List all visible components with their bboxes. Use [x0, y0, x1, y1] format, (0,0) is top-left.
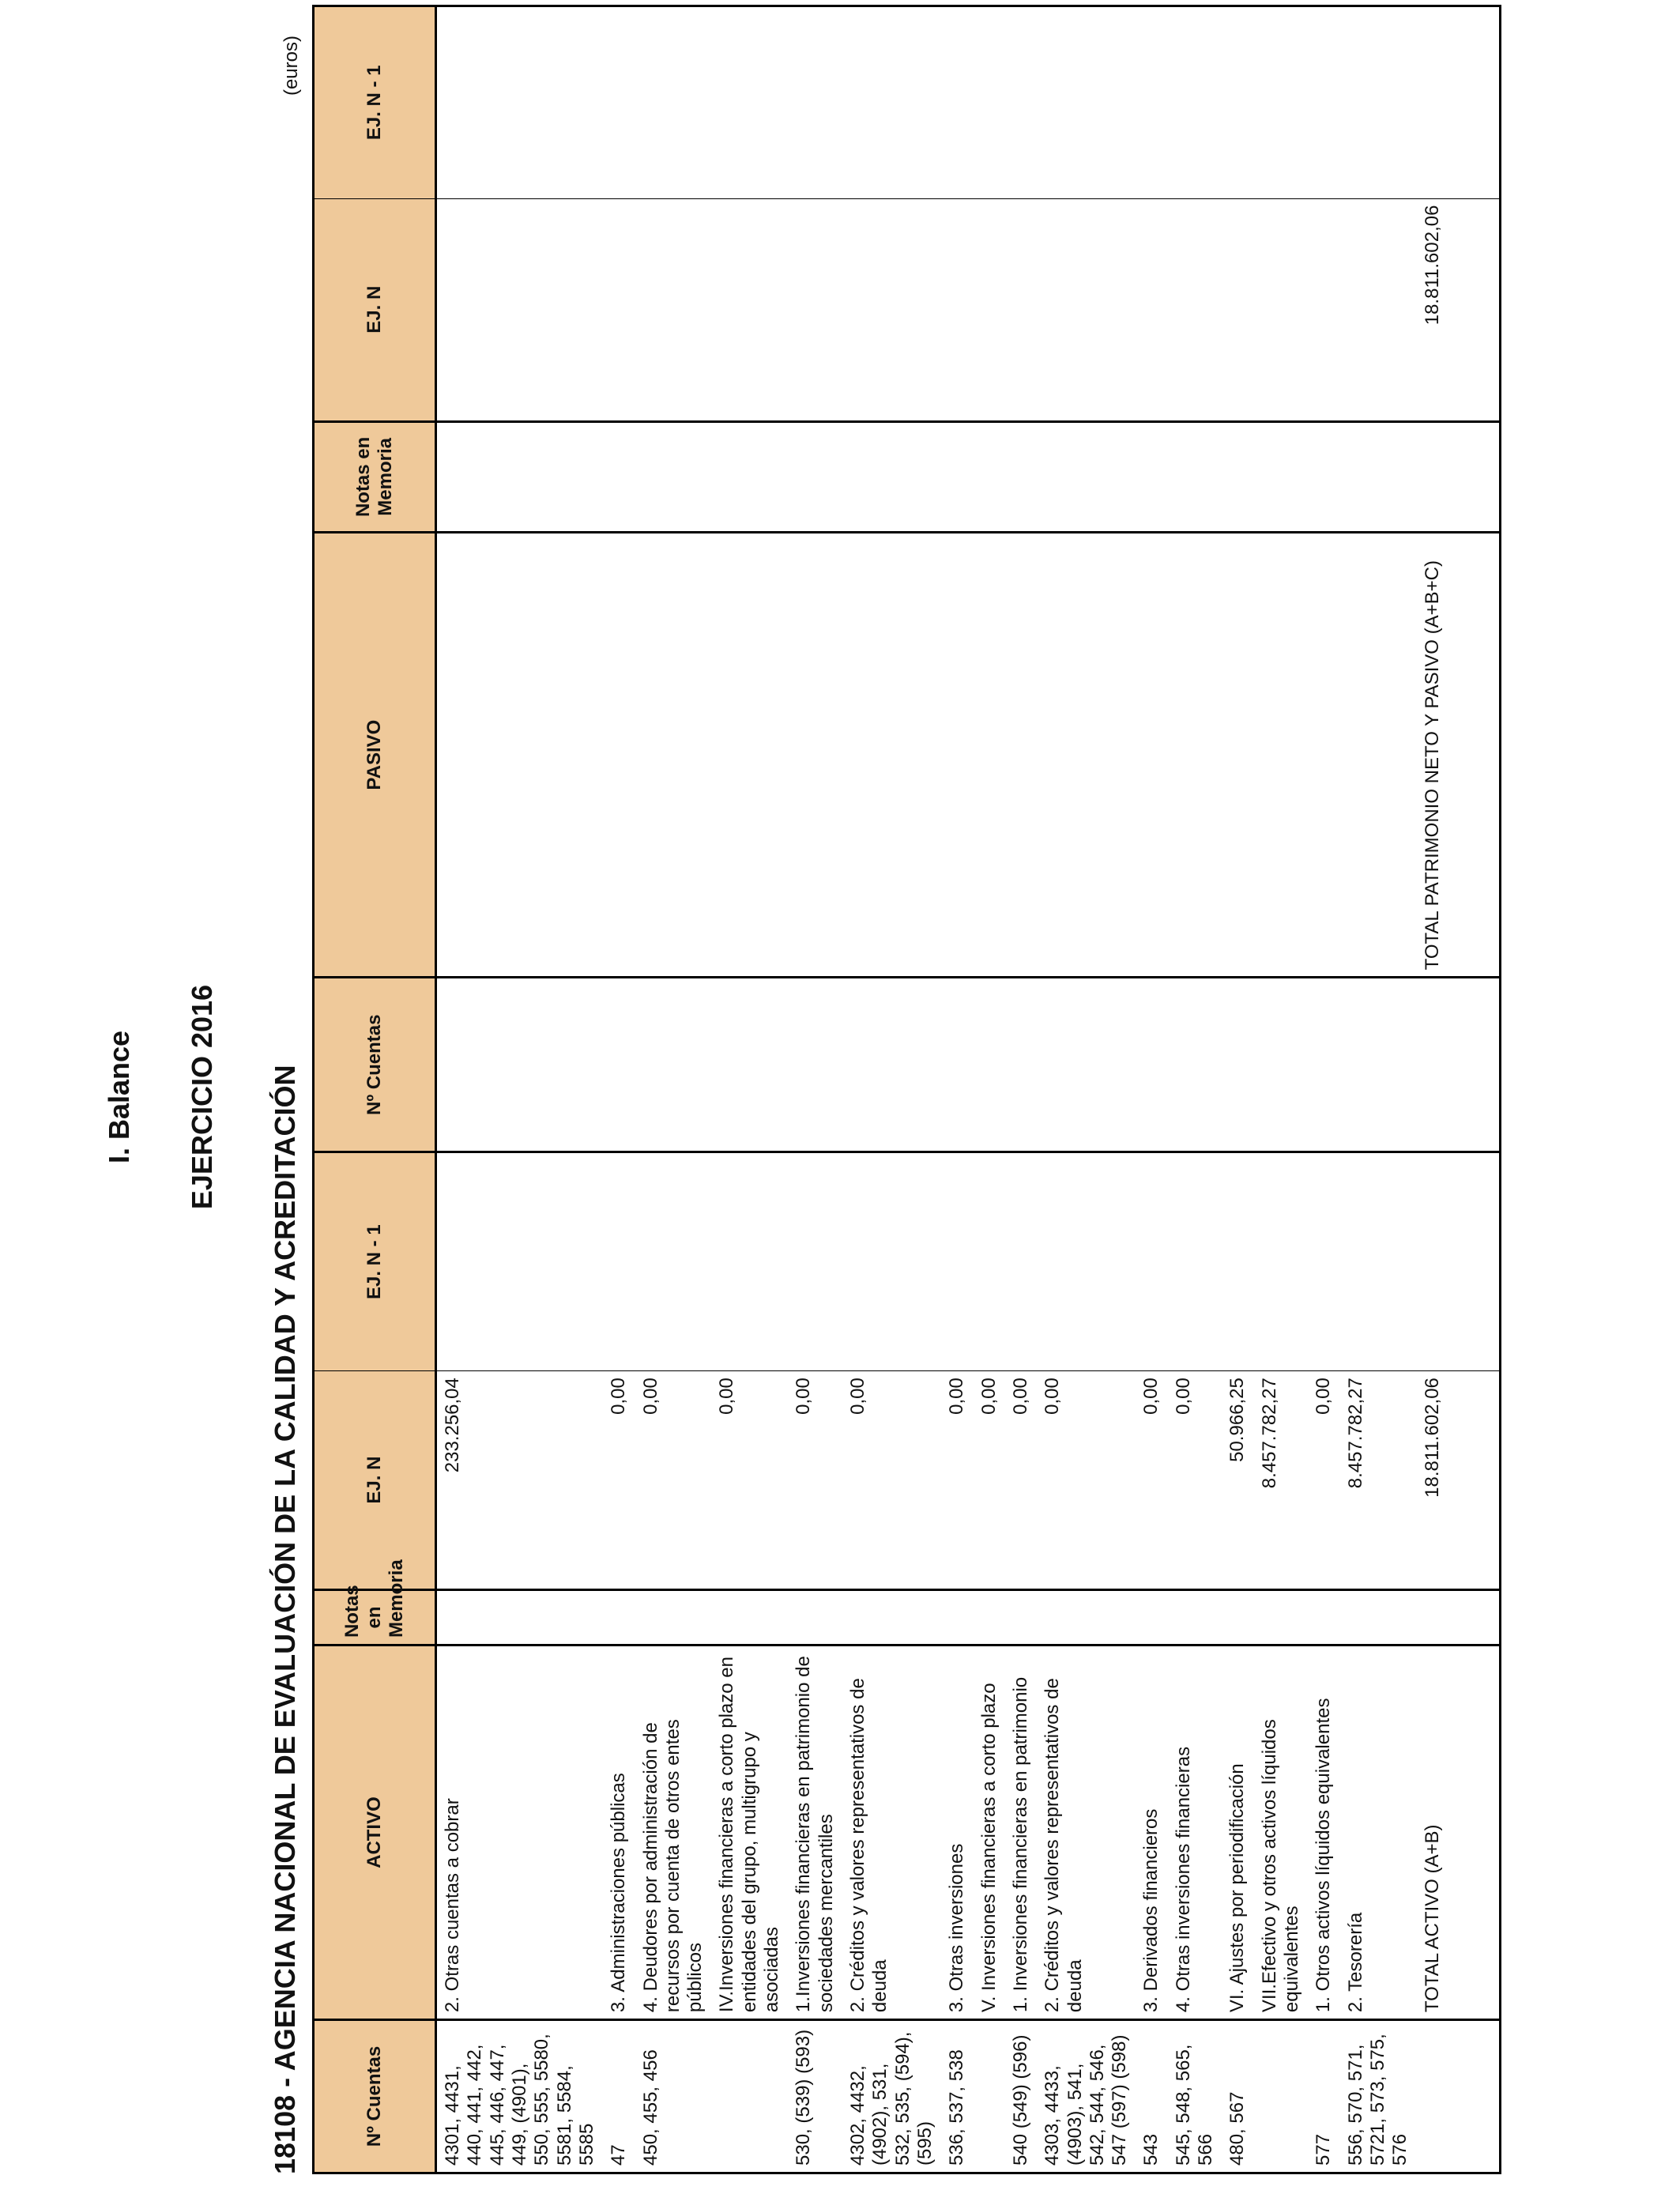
exercise-title: EJERCICIO 2016 [186, 984, 218, 1210]
row-activo-label: 1.Inversiones financieras en patrimonio de sociedades mercantiles [788, 1646, 842, 2020]
row-cuentas-pasivo [1222, 978, 1253, 1152]
table-row [1005, 6, 1037, 2173]
total-cuentas-cell [1417, 2020, 1501, 2173]
row-ej-n-pasivo [1254, 198, 1309, 421]
row-pasivo-label [603, 532, 635, 977]
row-ej-n: 0,00 [635, 1371, 712, 1590]
row-cuentas-pasivo [1005, 978, 1037, 1152]
row-activo-label: 1. Otros activos líquidos equivalentes [1308, 1646, 1339, 2020]
row-ej-n-pasivo [436, 198, 604, 421]
row-notas-pasivo [842, 421, 941, 532]
row-cuentas [974, 2020, 1005, 2173]
row-notas-pasivo [941, 421, 973, 532]
row-ej-n-pasivo [941, 198, 973, 421]
row-notas-pasivo [1222, 421, 1253, 532]
total-activo-n: 18.811.602,06 [1417, 1371, 1501, 1590]
row-notas [842, 1590, 941, 1646]
row-ej-n1-pasivo [711, 6, 788, 199]
row-pasivo-label [1340, 532, 1417, 977]
row-cuentas: 545, 548, 565, 566 [1168, 2020, 1222, 2173]
row-ej-n: 0,00 [1005, 1371, 1037, 1590]
header-row [314, 6, 436, 2173]
header-cuentas-pasivo: Nº Cuentas [314, 978, 436, 1152]
row-ej-n1 [711, 1152, 788, 1371]
row-activo-label: 1. Inversiones financieras en patrimonio [1005, 1646, 1037, 2020]
row-cuentas: 4303, 4433, (4903), 541, 542, 544, 546, 547 (597) (598) [1037, 2020, 1136, 2173]
table-row [436, 6, 604, 2173]
header-notas-pasivo: Notas en Memoria [314, 421, 436, 532]
row-ej-n1-pasivo [1037, 6, 1136, 199]
total-notas-pasivo-cell [1417, 421, 1501, 532]
row-ej-n1-pasivo [1005, 6, 1037, 199]
row-notas [788, 1590, 842, 1646]
row-ej-n1-pasivo [603, 6, 635, 199]
table-row [1037, 6, 1136, 2173]
row-notas-pasivo [635, 421, 712, 532]
row-ej-n-pasivo [603, 198, 635, 421]
row-cuentas: 536, 537, 538 [941, 2020, 973, 2173]
row-cuentas: 480, 567 [1222, 2020, 1253, 2173]
row-ej-n: 0,00 [1168, 1371, 1222, 1590]
row-ej-n-pasivo [1340, 198, 1417, 421]
table-row [1340, 6, 1417, 2173]
row-ej-n1 [842, 1152, 941, 1371]
row-cuentas: 577 [1308, 2020, 1339, 2173]
row-pasivo-label [941, 532, 973, 977]
row-ej-n1 [1168, 1152, 1222, 1371]
row-notas-pasivo [603, 421, 635, 532]
row-pasivo-label [1136, 532, 1167, 977]
row-activo-label: 2. Otras cuentas a cobrar [436, 1646, 604, 2020]
row-ej-n-pasivo [1222, 198, 1253, 421]
row-ej-n1 [1254, 1152, 1309, 1371]
row-ej-n1-pasivo [1168, 6, 1222, 199]
row-ej-n1 [1308, 1152, 1339, 1371]
row-cuentas: 543 [1136, 2020, 1167, 2173]
total-activo-label: TOTAL ACTIVO (A+B) [1417, 1646, 1501, 2020]
row-cuentas: 556, 570, 571, 5721, 573, 575, 576 [1340, 2020, 1417, 2173]
row-ej-n1 [1136, 1152, 1167, 1371]
row-pasivo-label [1222, 532, 1253, 977]
row-ej-n: 0,00 [1037, 1371, 1136, 1590]
row-cuentas [1254, 2020, 1309, 2173]
row-ej-n: 0,00 [842, 1371, 941, 1590]
entity-title: 18108 - AGENCIA NACIONAL DE EVALUACIÓN DE LA CALIDAD Y ACREDITACIÓN [269, 1065, 301, 2174]
row-ej-n: 0,00 [788, 1371, 842, 1590]
total-pasivo-n1 [1417, 6, 1501, 199]
row-ej-n1-pasivo [1254, 6, 1309, 199]
row-ej-n: 0,00 [603, 1371, 635, 1590]
row-cuentas-pasivo [711, 978, 788, 1152]
header-ej-n1-pasivo: EJ. N - 1 [314, 6, 436, 199]
row-notas [1168, 1590, 1222, 1646]
row-notas-pasivo [1005, 421, 1037, 532]
row-cuentas-pasivo [1340, 978, 1417, 1152]
table-row [1168, 6, 1222, 2173]
row-ej-n: 0,00 [1136, 1371, 1167, 1590]
row-cuentas-pasivo [1168, 978, 1222, 1152]
row-ej-n1-pasivo [1308, 6, 1339, 199]
row-cuentas-pasivo [1254, 978, 1309, 1152]
row-cuentas: 530, (539) (593) [788, 2020, 842, 2173]
row-notas-pasivo [1254, 421, 1309, 532]
row-ej-n-pasivo [1168, 198, 1222, 421]
row-notas-pasivo [436, 421, 604, 532]
row-activo-label: 3. Otras inversiones [941, 1646, 973, 2020]
row-ej-n-pasivo [1005, 198, 1037, 421]
total-cuentas-pasivo-cell [1417, 978, 1501, 1152]
row-cuentas [711, 2020, 788, 2173]
table-row [635, 6, 712, 2173]
row-ej-n-pasivo [635, 198, 712, 421]
row-ej-n1 [974, 1152, 1005, 1371]
row-cuentas-pasivo [842, 978, 941, 1152]
table-row [941, 6, 973, 2173]
row-activo-label: 4. Deudores por administración de recursos por cuenta de otros entes públicos [635, 1646, 712, 2020]
header-ej-n1: EJ. N - 1 [314, 1152, 436, 1371]
header-pasivo: PASIVO [314, 532, 436, 977]
row-activo-label: IV.Inversiones financieras a corto plazo en entidades del grupo, multigrupo y asociadas [711, 1646, 788, 2020]
row-cuentas: 47 [603, 2020, 635, 2173]
row-ej-n: 233.256,04 [436, 1371, 604, 1590]
row-notas-pasivo [1136, 421, 1167, 532]
row-ej-n1 [788, 1152, 842, 1371]
row-cuentas: 450, 455, 456 [635, 2020, 712, 2173]
row-ej-n: 0,00 [941, 1371, 973, 1590]
row-notas-pasivo [974, 421, 1005, 532]
table-row [788, 6, 842, 2173]
row-notas [974, 1590, 1005, 1646]
balance-table [312, 5, 1501, 2174]
row-ej-n-pasivo [788, 198, 842, 421]
row-notas-pasivo [1340, 421, 1417, 532]
row-notas-pasivo [711, 421, 788, 532]
row-cuentas-pasivo [436, 978, 604, 1152]
row-ej-n1 [1005, 1152, 1037, 1371]
row-cuentas-pasivo [1136, 978, 1167, 1152]
row-ej-n: 0,00 [1308, 1371, 1339, 1590]
row-ej-n1 [1340, 1152, 1417, 1371]
table-row [1254, 6, 1309, 2173]
table-row [842, 6, 941, 2173]
row-pasivo-label [635, 532, 712, 977]
header-activo: ACTIVO [314, 1646, 436, 2020]
row-cuentas-pasivo [974, 978, 1005, 1152]
row-ej-n1 [1222, 1152, 1253, 1371]
row-ej-n-pasivo [711, 198, 788, 421]
row-ej-n1 [603, 1152, 635, 1371]
row-pasivo-label [1308, 532, 1339, 977]
row-ej-n1 [1037, 1152, 1136, 1371]
total-activo-n1 [1417, 1152, 1501, 1371]
row-notas [941, 1590, 973, 1646]
row-ej-n1-pasivo [974, 6, 1005, 199]
page-title: I. Balance [103, 1030, 135, 1164]
row-ej-n-pasivo [842, 198, 941, 421]
row-activo-label: 3. Derivados financieros [1136, 1646, 1167, 2020]
row-notas-pasivo [1168, 421, 1222, 532]
row-cuentas-pasivo [603, 978, 635, 1152]
row-ej-n1-pasivo [842, 6, 941, 199]
row-notas [1222, 1590, 1253, 1646]
row-ej-n1-pasivo [1222, 6, 1253, 199]
row-activo-label: 2. Tesorería [1340, 1646, 1417, 2020]
row-ej-n1 [436, 1152, 604, 1371]
row-notas-pasivo [1308, 421, 1339, 532]
row-ej-n1-pasivo [436, 6, 604, 199]
row-ej-n-pasivo [1308, 198, 1339, 421]
row-ej-n: 8.457.782,27 [1340, 1371, 1417, 1590]
row-activo-label: 3. Administraciones públicas [603, 1646, 635, 2020]
row-ej-n1-pasivo [1340, 6, 1417, 199]
row-activo-label: 2. Créditos y valores representativos de deuda [842, 1646, 941, 2020]
row-notas [711, 1590, 788, 1646]
row-notas [1005, 1590, 1037, 1646]
row-pasivo-label [1254, 532, 1309, 977]
unit-label: (euros) [281, 36, 302, 96]
row-notas-pasivo [788, 421, 842, 532]
header-ej-n: EJ. N [314, 1371, 436, 1590]
row-cuentas: 540 (549) (596) [1005, 2020, 1037, 2173]
total-pasivo-n: 18.811.602,06 [1417, 198, 1501, 421]
row-pasivo-label [436, 532, 604, 977]
table-row [711, 6, 788, 2173]
row-activo-label: V. Inversiones financieras a corto plazo [974, 1646, 1005, 2020]
table-row [603, 6, 635, 2173]
row-notas [1254, 1590, 1309, 1646]
row-activo-label: VI. Ajustes por periodificación [1222, 1646, 1253, 2020]
totals-row [1417, 6, 1501, 2173]
row-notas [603, 1590, 635, 1646]
header-notas: Notas en Memoria [314, 1590, 436, 1646]
row-notas [1308, 1590, 1339, 1646]
row-ej-n-pasivo [1136, 198, 1167, 421]
table-row [1136, 6, 1167, 2173]
row-ej-n: 50.966,25 [1222, 1371, 1253, 1590]
table-row [974, 6, 1005, 2173]
row-notas [1136, 1590, 1167, 1646]
row-activo-label: 4. Otras inversiones financieras [1168, 1646, 1222, 2020]
row-ej-n1-pasivo [788, 6, 842, 199]
row-ej-n1-pasivo [941, 6, 973, 199]
row-notas [635, 1590, 712, 1646]
table-row [1222, 6, 1253, 2173]
row-activo-label: VII.Efectivo y otros activos líquidos equivalentes [1254, 1646, 1309, 2020]
row-pasivo-label [788, 532, 842, 977]
row-pasivo-label [1168, 532, 1222, 977]
header-cuentas: Nº Cuentas [314, 2020, 436, 2173]
row-pasivo-label [842, 532, 941, 977]
table-row [1308, 6, 1339, 2173]
total-pasivo-label: TOTAL PATRIMONIO NETO Y PASIVO (A+B+C) [1417, 532, 1501, 977]
row-ej-n: 0,00 [974, 1371, 1005, 1590]
row-ej-n-pasivo [974, 198, 1005, 421]
row-ej-n1-pasivo [1136, 6, 1167, 199]
row-pasivo-label [1037, 532, 1136, 977]
row-cuentas-pasivo [1308, 978, 1339, 1152]
row-ej-n-pasivo [1037, 198, 1136, 421]
row-pasivo-label [1005, 532, 1037, 977]
row-notas [1340, 1590, 1417, 1646]
row-ej-n: 0,00 [711, 1371, 788, 1590]
row-ej-n1 [941, 1152, 973, 1371]
row-notas [1037, 1590, 1136, 1646]
total-notas-cell [1417, 1590, 1501, 1646]
row-cuentas-pasivo [788, 978, 842, 1152]
row-pasivo-label [711, 532, 788, 977]
row-cuentas-pasivo [635, 978, 712, 1152]
row-ej-n1-pasivo [635, 6, 712, 199]
row-cuentas-pasivo [941, 978, 973, 1152]
header-ej-n-pasivo: EJ. N [314, 198, 436, 421]
row-cuentas: 4302, 4432, (4902), 531, 532, 535, (594), (595) [842, 2020, 941, 2173]
row-cuentas: 4301, 4431, 440, 441, 442, 445, 446, 447, 449, (4901), 550, 555, 5580, 5581, 5584, 5585 [436, 2020, 604, 2173]
row-pasivo-label [974, 532, 1005, 977]
row-cuentas-pasivo [1037, 978, 1136, 1152]
row-notas-pasivo [1037, 421, 1136, 532]
row-ej-n1 [635, 1152, 712, 1371]
row-activo-label: 2. Créditos y valores representativos de deuda [1037, 1646, 1136, 2020]
row-notas [436, 1590, 604, 1646]
row-ej-n: 8.457.782,27 [1254, 1371, 1309, 1590]
